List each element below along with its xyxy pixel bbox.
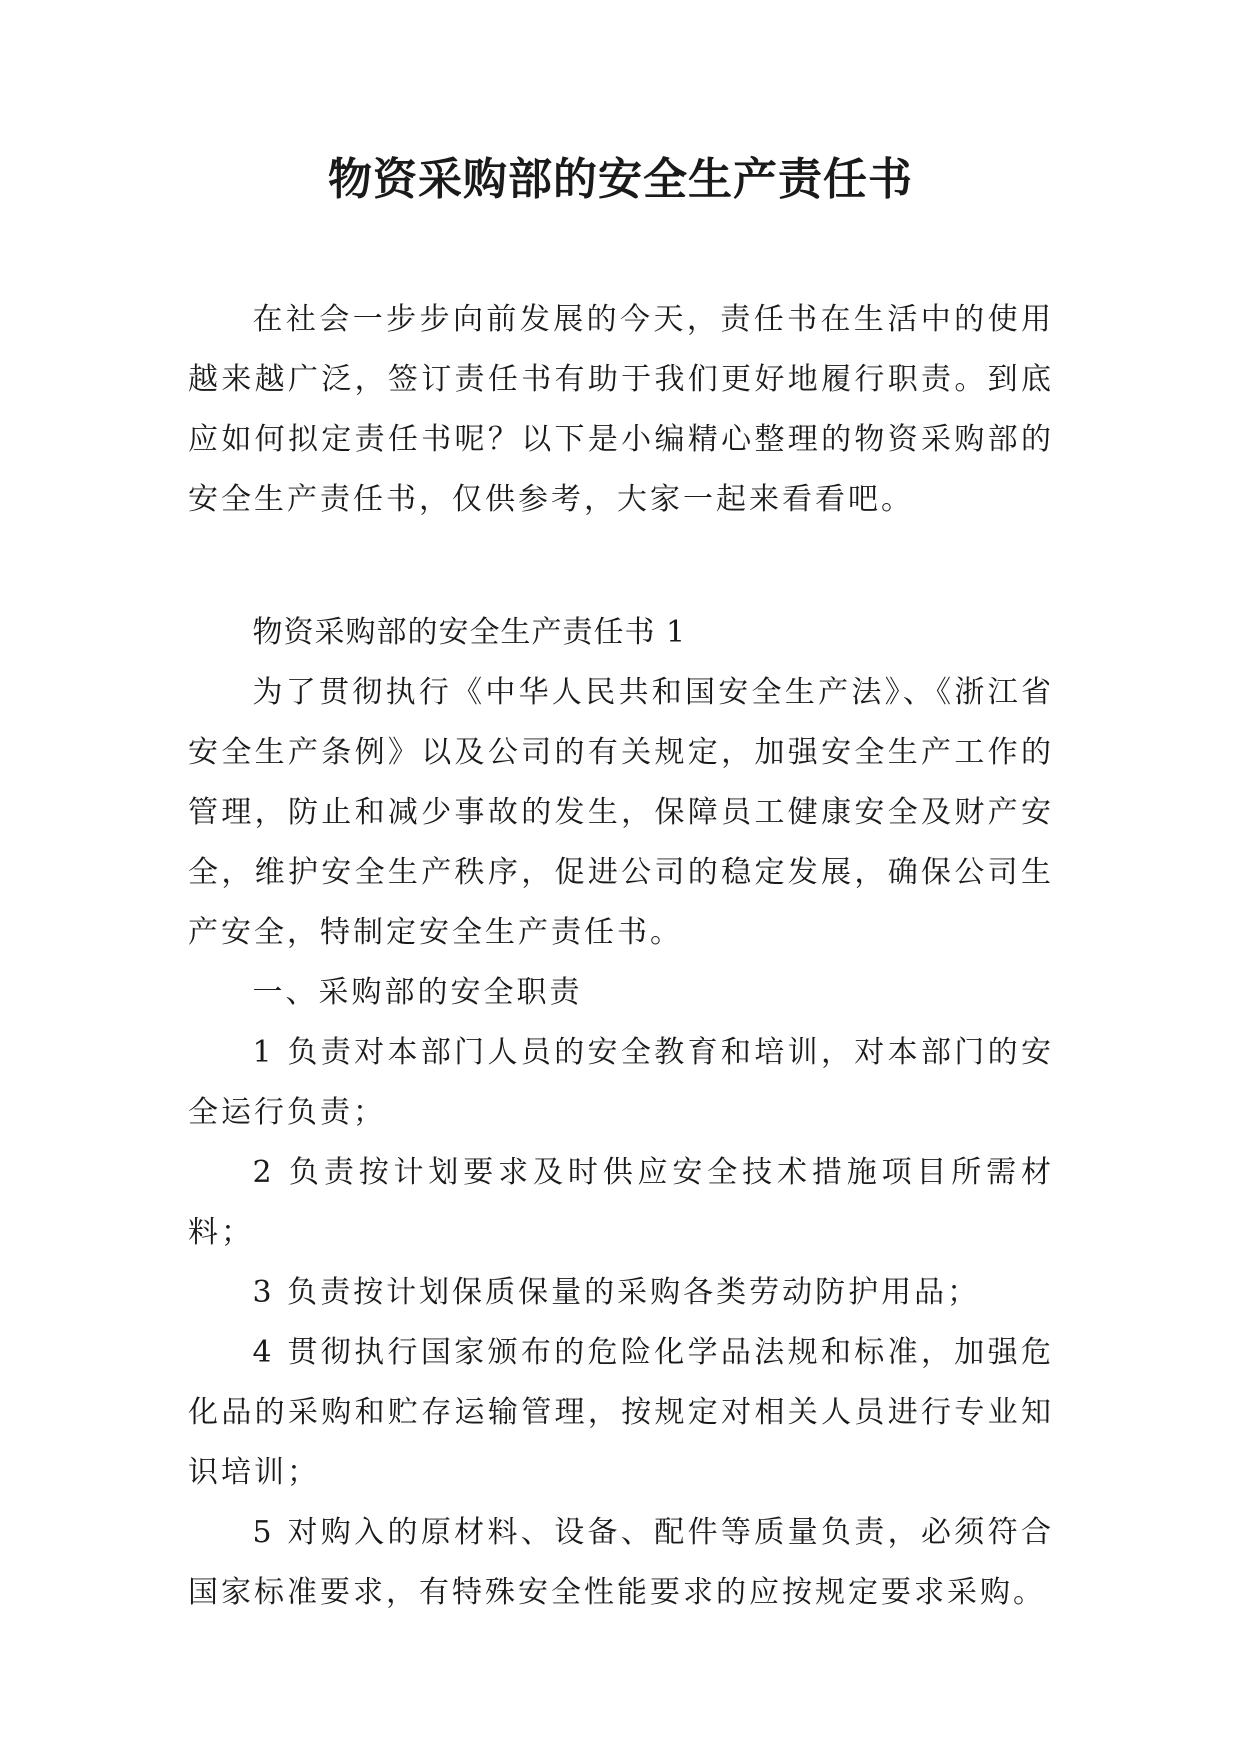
document-body xyxy=(188,290,1054,1623)
duty-item-2: 2 负责按计划要求及时供应安全技术措施项目所需材料； xyxy=(188,1155,1054,1250)
duty-item-5: 5 对购入的原材料、设备、配件等质量负责，必须符合国家标准要求，有特殊安全性能要求的应按规定要求采购。 xyxy=(188,1515,1054,1610)
duty-item-4: 4 贯彻执行国家颁布的危险化学品法规和标准，加强危化品的采购和贮存运输管理，按规定对相关人员进行专业知识培训； xyxy=(188,1335,1054,1490)
duty-item-1: 1 负责对本部门人员的安全教育和培训，对本部门的安全运行负责； xyxy=(188,1035,1054,1130)
document-title: 物资采购部的安全生产责任书 xyxy=(328,154,913,205)
intro-paragraph: 在社会一步步向前发展的今天，责任书在生活中的使用越来越广泛，签订责任书有助于我们更好地履行职责。到底应如何拟定责任书呢？以下是小编精心整理的物资采购部的安全生产责任书，仅供参考，大家一起来看看吧。 xyxy=(188,302,1054,517)
paragraph-purpose: 为了贯彻执行《中华人民共和国安全生产法》、《浙江省安全生产条例》以及公司的有关规定，加强安全生产工作的管理，防止和减少事故的发生，保障员工健康安全及财产安全，维护安全生产秩序，促进公司的稳定发展，确保公司生产安全，特制定安全生产责任书。 xyxy=(188,675,1054,950)
paragraph-spacer xyxy=(188,530,1054,603)
section-title: 物资采购部的安全生产责任书 1 xyxy=(252,615,687,650)
heading-duties: 一、采购部的安全职责 xyxy=(252,975,583,1010)
duty-item-3: 3 负责按计划保质保量的采购各类劳动防护用品； xyxy=(252,1275,981,1310)
